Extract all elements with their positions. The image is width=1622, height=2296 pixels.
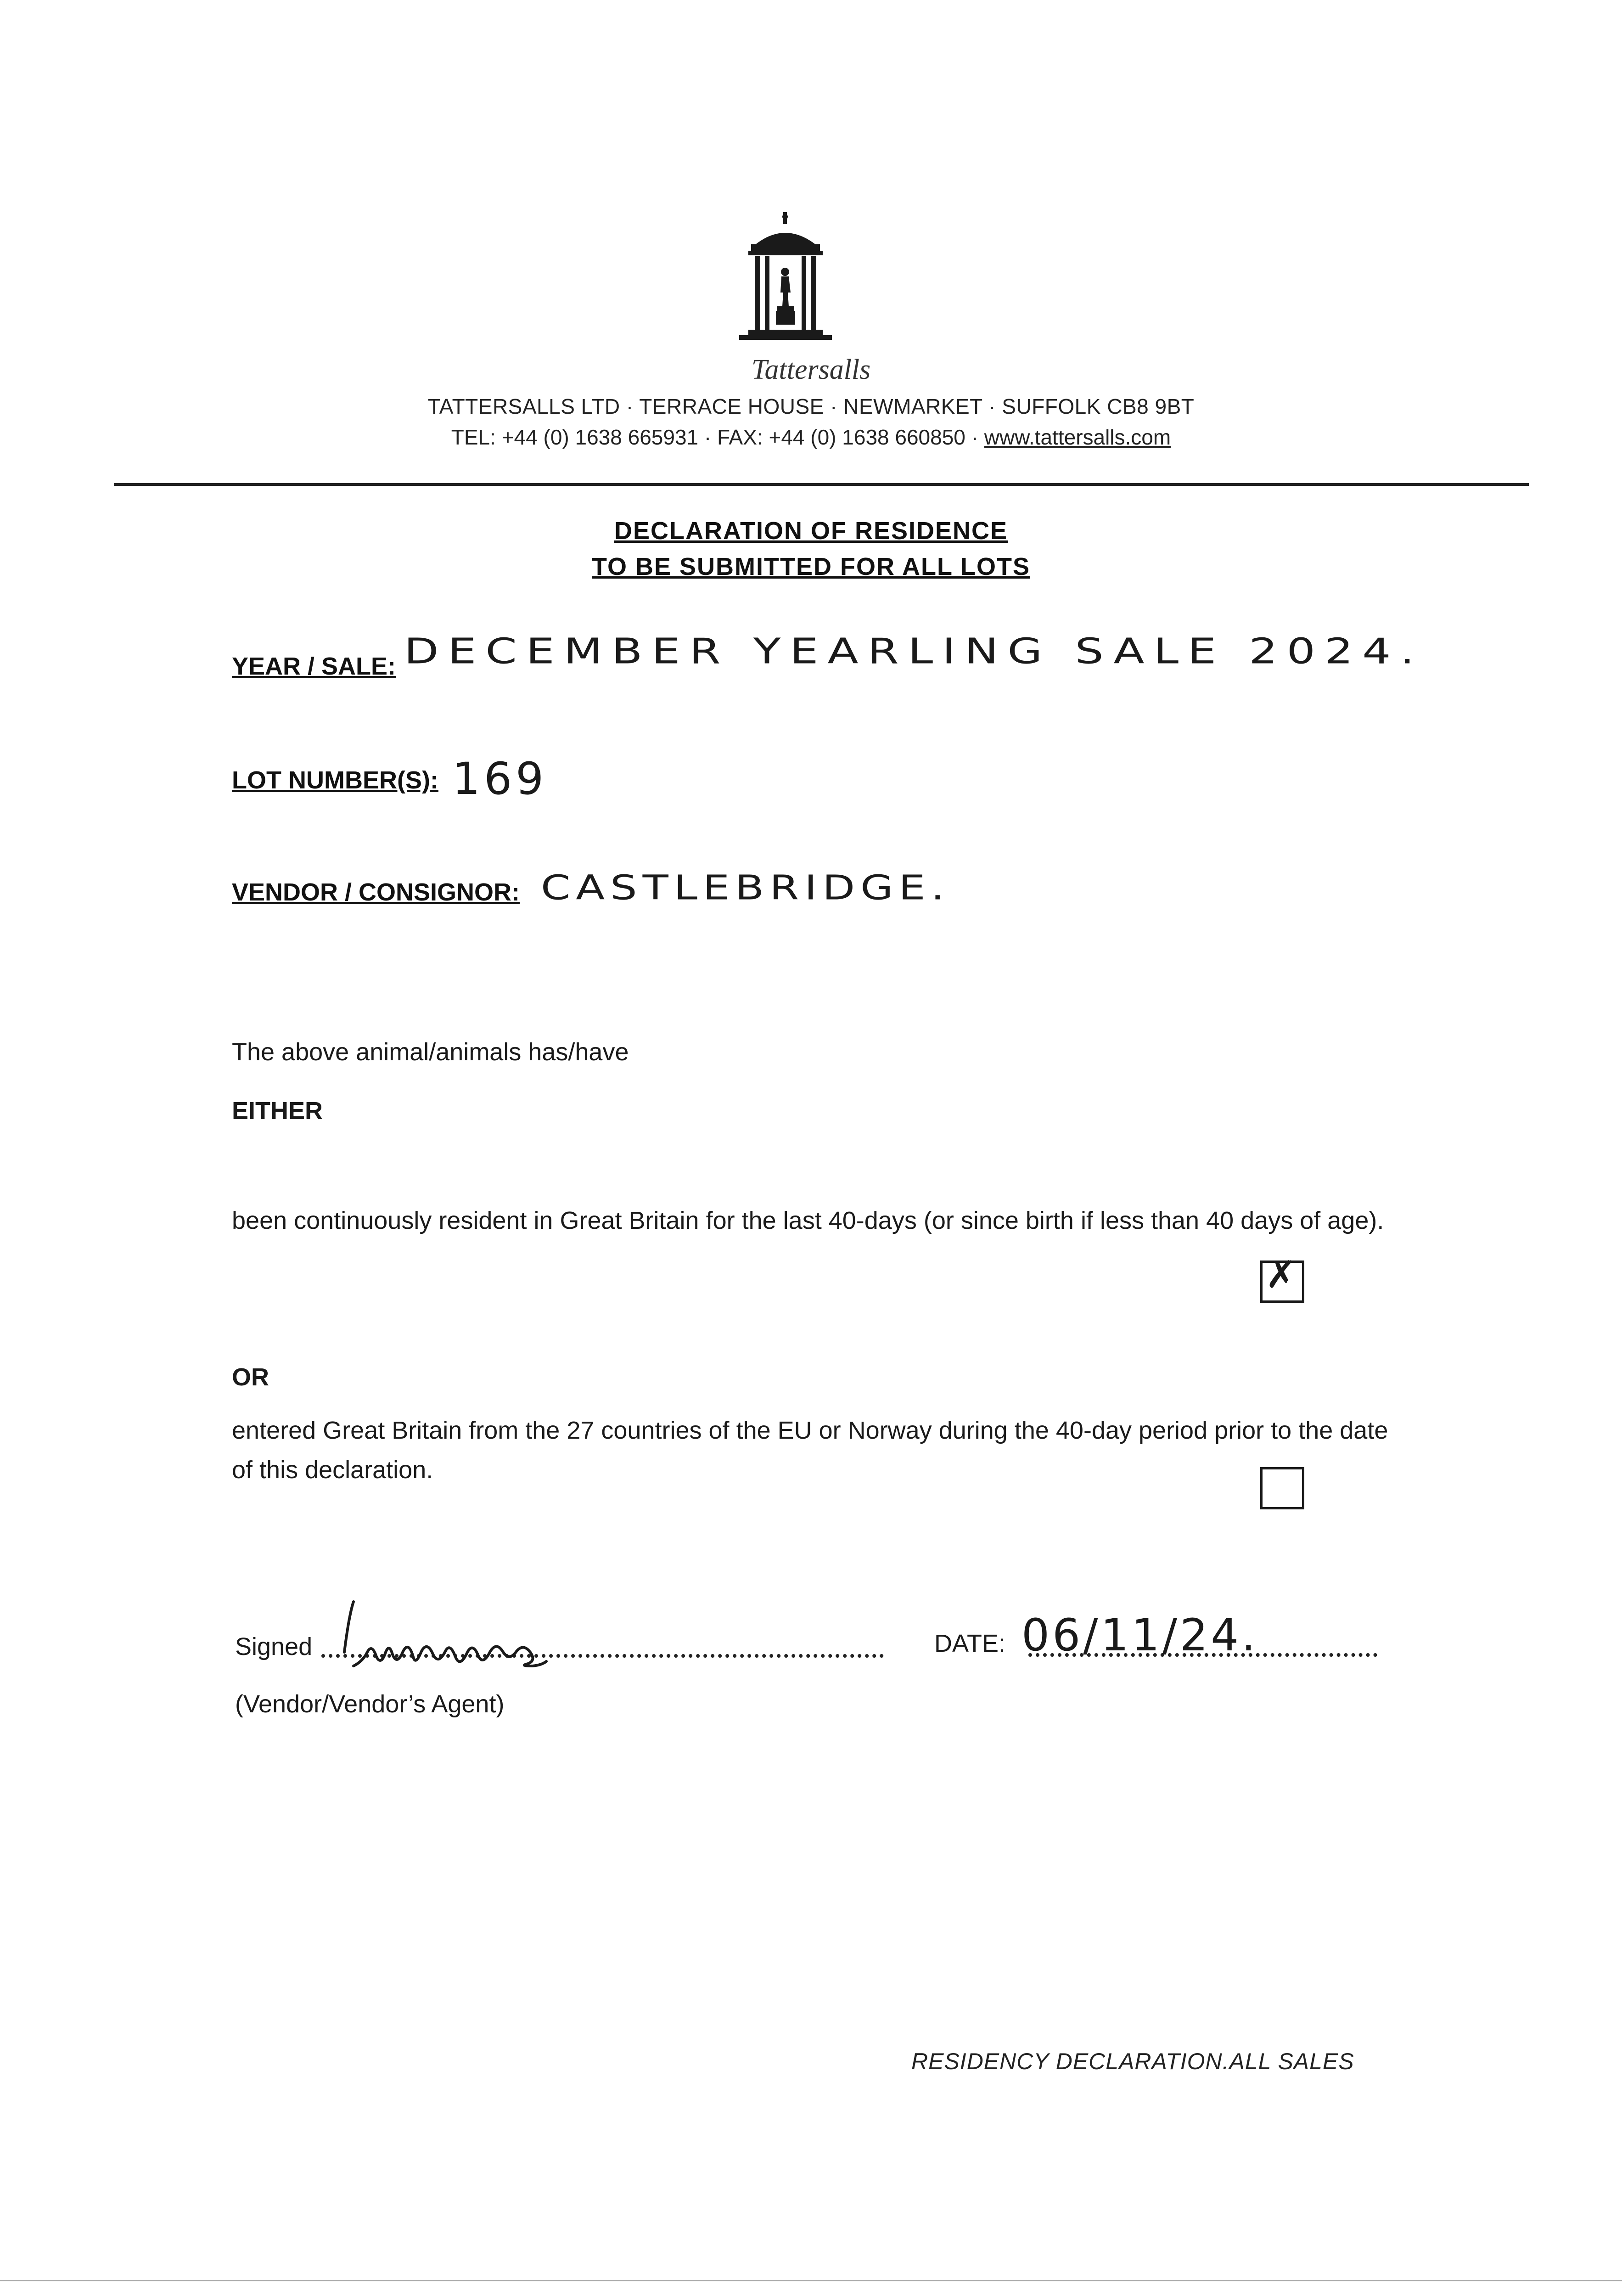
date-value[interactable]: 06/11/24. — [1021, 1609, 1258, 1661]
handwritten-signature — [335, 1597, 611, 1671]
or-heading: OR — [232, 1363, 269, 1391]
footer-reference: RESIDENCY DECLARATION.ALL SALES — [911, 2048, 1354, 2074]
website-link[interactable]: www.tattersalls.com — [984, 425, 1171, 449]
intro-text: The above animal/animals has/have — [232, 1038, 629, 1066]
vendor-consignor-label: VENDOR / CONSIGNOR: — [232, 878, 520, 906]
vendor-consignor-value[interactable]: CASTLEBRIDGE. — [541, 868, 950, 908]
contact-phone-fax: TEL: +44 (0) 1638 665931 · FAX: +44 (0) 1638 660850 · — [451, 425, 984, 449]
option-continuous-residence-text: been continuously resident in Great Britain for the last 40-days (or since birth if less than 40 days of age). — [232, 1207, 1384, 1234]
rotunda-statue-logo-icon — [737, 212, 834, 359]
lot-number-value[interactable]: 169 — [452, 753, 548, 805]
brand-name: Tattersalls — [751, 354, 871, 385]
signed-label: Signed — [235, 1633, 313, 1660]
option-eu-entry-checkbox[interactable] — [1260, 1467, 1304, 1509]
year-sale-label: YEAR / SALE: — [232, 653, 396, 680]
year-sale-value[interactable]: DECEMBER YEARLING SALE 2024. — [404, 631, 1424, 672]
option-continuous-residence-checkbox[interactable] — [1260, 1254, 1304, 1303]
form-subtitle: TO BE SUBMITTED FOR ALL LOTS — [592, 553, 1030, 580]
date-label: DATE: — [934, 1630, 1006, 1657]
contact-line — [0, 425, 1622, 450]
either-heading: EITHER — [232, 1097, 323, 1125]
form-title: DECLARATION OF RESIDENCE — [614, 517, 1008, 545]
checkmark-icon: ✗ — [1265, 1254, 1297, 1296]
lot-number-label: LOT NUMBER(S): — [232, 766, 438, 794]
option-eu-entry-text: entered Great Britain from the 27 countries of the EU or Norway during the 40-day period prior to the date of this declaration. — [232, 1417, 1388, 1484]
company-address: TATTERSALLS LTD · TERRACE HOUSE · NEWMARKET · SUFFOLK CB8 9BT — [427, 394, 1195, 418]
scan-edge-line — [0, 2280, 1622, 2281]
header-divider — [114, 483, 1529, 486]
vendor-agent-label: (Vendor/Vendor’s Agent) — [235, 1690, 505, 1718]
